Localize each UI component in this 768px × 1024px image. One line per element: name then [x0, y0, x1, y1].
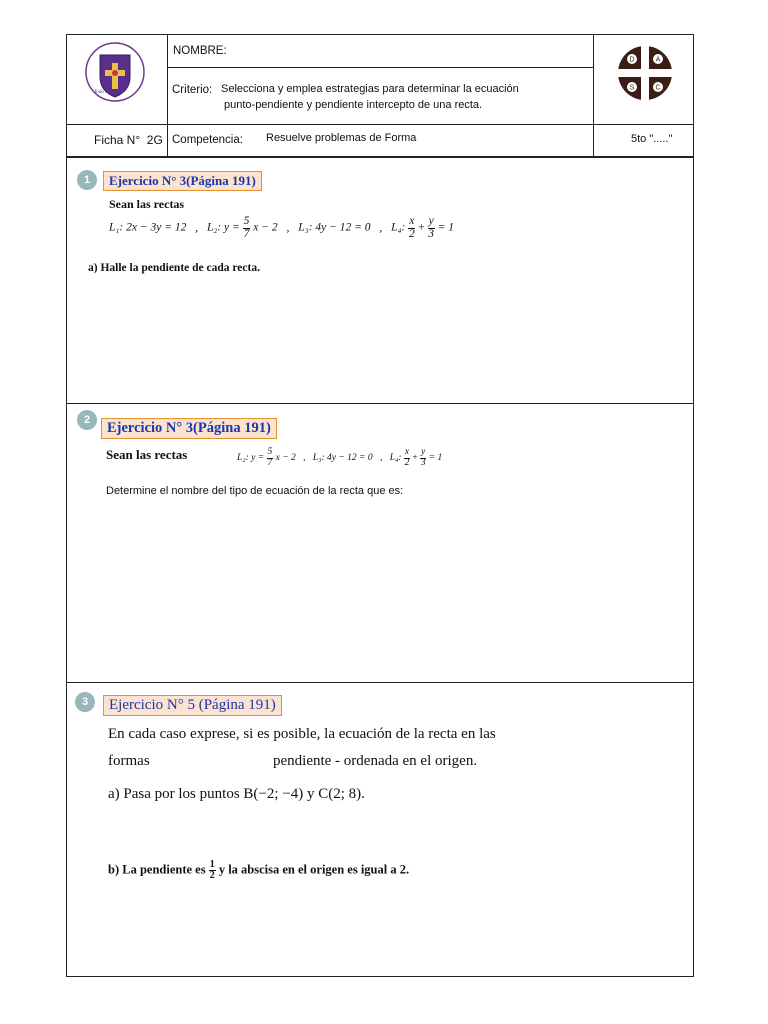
- separator: ,: [286, 221, 290, 234]
- competencia-label: Competencia:: [172, 134, 243, 146]
- section-2-title: Ejercicio N° 3(Página 191): [101, 418, 277, 439]
- header-divider: [66, 124, 694, 125]
- equation-l3: L₃: 4y − 12 = 0: [298, 221, 371, 234]
- header-divider: [593, 34, 594, 157]
- emblem-letter: D: [629, 56, 635, 64]
- equation-l2-suffix: x − 2: [253, 221, 278, 234]
- section-2-intro: Sean las rectas: [106, 447, 188, 462]
- header-divider: [167, 34, 168, 157]
- section-2-equations: L₂: y = $\frac{5}{7}$ x − 2 , L₃: 4y − 12 = 0 , L₄: $\frac{x}{2}$ + $\frac{y}{3}$ = 1: [237, 447, 443, 468]
- emblem-letter: C: [655, 84, 661, 92]
- fraction-y-3: [428, 216, 435, 240]
- school-logo: [84, 41, 146, 103]
- equation-l3: L₃: 4y − 12 = 0: [312, 453, 373, 464]
- fraction-1-2: [209, 860, 216, 881]
- header-divider: [167, 67, 593, 68]
- section-3-part-a: a) Pasa por los puntos B(−2; −4) y C(2; 8).: [108, 786, 365, 802]
- fraction-denominator: 2: [209, 870, 215, 881]
- fraction-denominator: 2: [408, 227, 415, 240]
- fraction-denominator: 7: [267, 457, 273, 468]
- criterio-label: Criterio:: [172, 84, 213, 96]
- equation-l2-suffix: x − 2: [275, 453, 296, 464]
- section-3-part-b: [108, 860, 409, 881]
- section-1-box: [66, 157, 694, 404]
- fraction-denominator: 7: [243, 227, 250, 240]
- equation-l2-prefix: L₂: y =: [206, 221, 240, 234]
- fraction-numerator: y: [421, 447, 426, 457]
- fraction-x-2: [408, 216, 415, 240]
- nombre-label: NOMBRE:: [173, 45, 227, 57]
- emblem-letter: A: [655, 56, 661, 64]
- section-2-question: Determine el nombre del tipo de ecuación de la recta que es:: [106, 485, 404, 497]
- section-3-text-line-2b: pendiente - ordenada en el origen.: [273, 753, 478, 769]
- separator: ,: [379, 221, 383, 234]
- equation-l4-suffix: = 1: [428, 453, 443, 464]
- emblem-cross-icon: [617, 45, 673, 101]
- separator: ,: [303, 453, 306, 464]
- section-3-text-line-2a: formas: [108, 753, 150, 769]
- fraction-y-3: [420, 448, 426, 468]
- ficha-number: Ficha N° 2G: [94, 133, 163, 147]
- part-b-suffix: y la abscisa en el origen es igual a 2.: [218, 862, 410, 877]
- part-b-prefix: b) La pendiente es: [108, 862, 206, 877]
- fraction-5-7: [267, 448, 274, 468]
- separator: ,: [195, 221, 199, 234]
- section-3-title: Ejercicio N° 5 (Página 191): [103, 695, 282, 716]
- section-1-number: 1: [77, 170, 97, 190]
- fraction-numerator: 5: [243, 215, 250, 227]
- fraction-denominator: 3: [420, 457, 426, 468]
- school-motto: Todo en Cristo: [94, 90, 124, 95]
- section-1-equations: L₁: 2x − 3y = 12 , L₂: y = $\frac{5}{7}$ x − 2 , L₃: 4y − 12 = 0 , L₄: $\frac{x}{2}$ + $\frac{y}{3}$ = 1: [109, 215, 454, 240]
- grade-label: 5to ".....": [631, 133, 673, 145]
- section-1-title: Ejercicio N° 3(Página 191): [103, 171, 262, 191]
- section-1-question: a) Halle la pendiente de cada recta.: [88, 262, 260, 274]
- equation-l2-prefix: L₂: y =: [237, 453, 265, 464]
- fraction-numerator: 1: [209, 859, 215, 870]
- emblem-letter: S: [629, 84, 635, 92]
- equation-l4-prefix: L₄:: [391, 221, 406, 234]
- competencia-value: Resuelve problemas de Forma: [266, 132, 417, 144]
- fraction-5-7: [243, 216, 251, 240]
- fraction-numerator: x: [404, 447, 410, 457]
- emblem-logo: [617, 45, 673, 101]
- fraction-denominator: 2: [404, 457, 410, 468]
- fraction-numerator: 5: [267, 447, 273, 457]
- fraction-numerator: y: [428, 215, 434, 227]
- section-2-number: 2: [77, 410, 97, 430]
- equation-l4-prefix: L₄:: [389, 453, 402, 464]
- section-1-intro: Sean las rectas: [109, 197, 185, 211]
- equation-l1: L₁: 2x − 3y = 12: [109, 221, 187, 234]
- fraction-x-2: [404, 448, 410, 468]
- section-3-number: 3: [75, 692, 95, 712]
- section-3-text-line-1: En cada caso exprese, si es posible, la ecuación de la recta en las: [108, 726, 496, 742]
- fraction-numerator: x: [409, 215, 415, 227]
- equation-l4-suffix: = 1: [437, 221, 454, 234]
- separator: ,: [379, 453, 383, 464]
- criterio-line-1: Selecciona y emplea estrategias para determinar la ecuación: [221, 83, 519, 95]
- criterio-line-2: punto-pendiente y pendiente intercepto de una recta.: [224, 99, 483, 111]
- fraction-denominator: 3: [428, 227, 435, 240]
- section-2-box: [66, 403, 694, 683]
